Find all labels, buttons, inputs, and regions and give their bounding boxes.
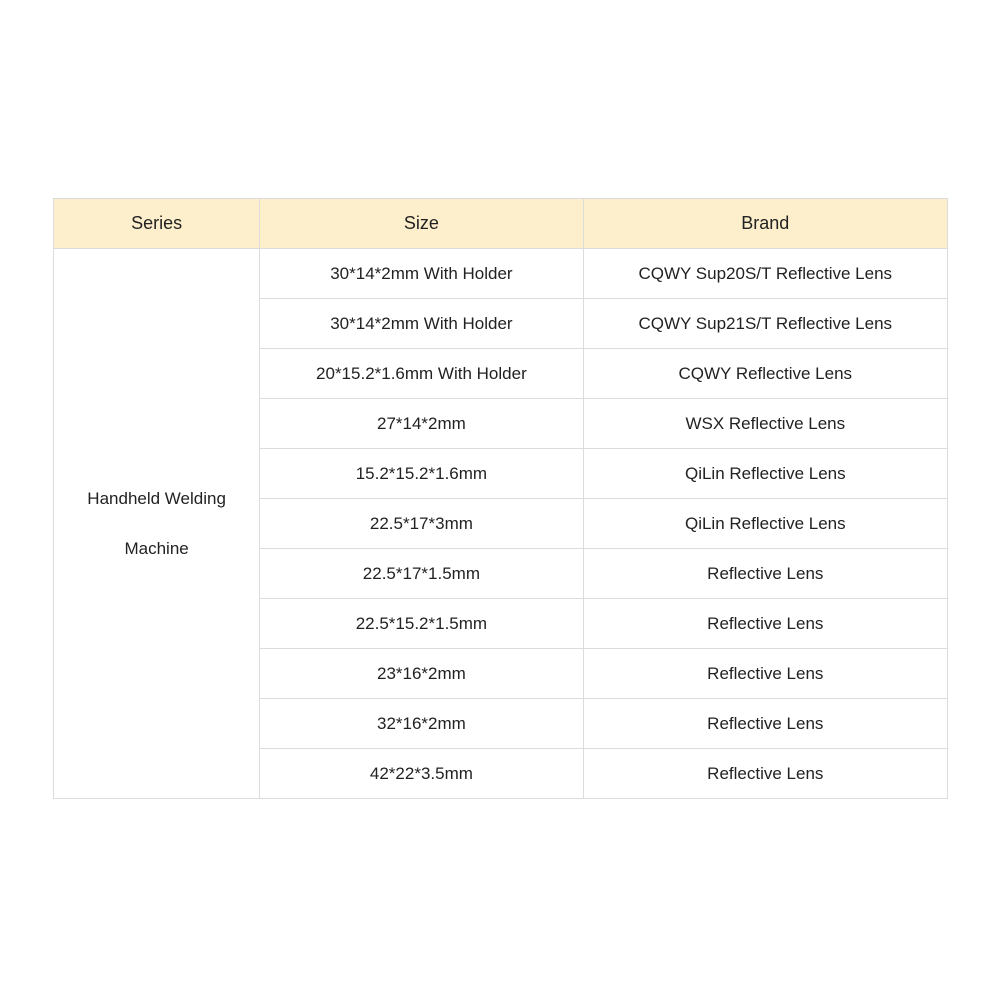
brand-cell: CQWY Reflective Lens	[583, 349, 947, 399]
brand-cell: CQWY Sup21S/T Reflective Lens	[583, 299, 947, 349]
table-body	[54, 249, 948, 799]
size-cell: 20*15.2*1.6mm With Holder	[260, 349, 583, 399]
header-series: Series	[54, 199, 260, 249]
size-cell: 30*14*2mm With Holder	[260, 299, 583, 349]
size-cell: 32*16*2mm	[260, 699, 583, 749]
brand-cell: QiLin Reflective Lens	[583, 499, 947, 549]
brand-cell: Reflective Lens	[583, 649, 947, 699]
header-size: Size	[260, 199, 583, 249]
size-cell: 30*14*2mm With Holder	[260, 249, 583, 299]
size-cell: 22.5*15.2*1.5mm	[260, 599, 583, 649]
size-cell: 27*14*2mm	[260, 399, 583, 449]
brand-cell: Reflective Lens	[583, 699, 947, 749]
header-brand: Brand	[583, 199, 947, 249]
brand-cell: Reflective Lens	[583, 749, 947, 799]
table-header	[54, 199, 948, 249]
spec-table	[53, 198, 948, 799]
brand-cell: CQWY Sup20S/T Reflective Lens	[583, 249, 947, 299]
brand-cell: Reflective Lens	[583, 599, 947, 649]
series-line-2: Machine	[124, 538, 189, 558]
brand-cell: QiLin Reflective Lens	[583, 449, 947, 499]
header-row	[54, 199, 948, 249]
size-cell: 42*22*3.5mm	[260, 749, 583, 799]
table-row	[54, 249, 948, 299]
brand-cell: WSX Reflective Lens	[583, 399, 947, 449]
series-line-1: Handheld Welding	[87, 488, 226, 508]
size-cell: 22.5*17*3mm	[260, 499, 583, 549]
brand-cell: Reflective Lens	[583, 549, 947, 599]
series-cell	[54, 249, 260, 799]
size-cell: 15.2*15.2*1.6mm	[260, 449, 583, 499]
size-cell: 22.5*17*1.5mm	[260, 549, 583, 599]
size-cell: 23*16*2mm	[260, 649, 583, 699]
